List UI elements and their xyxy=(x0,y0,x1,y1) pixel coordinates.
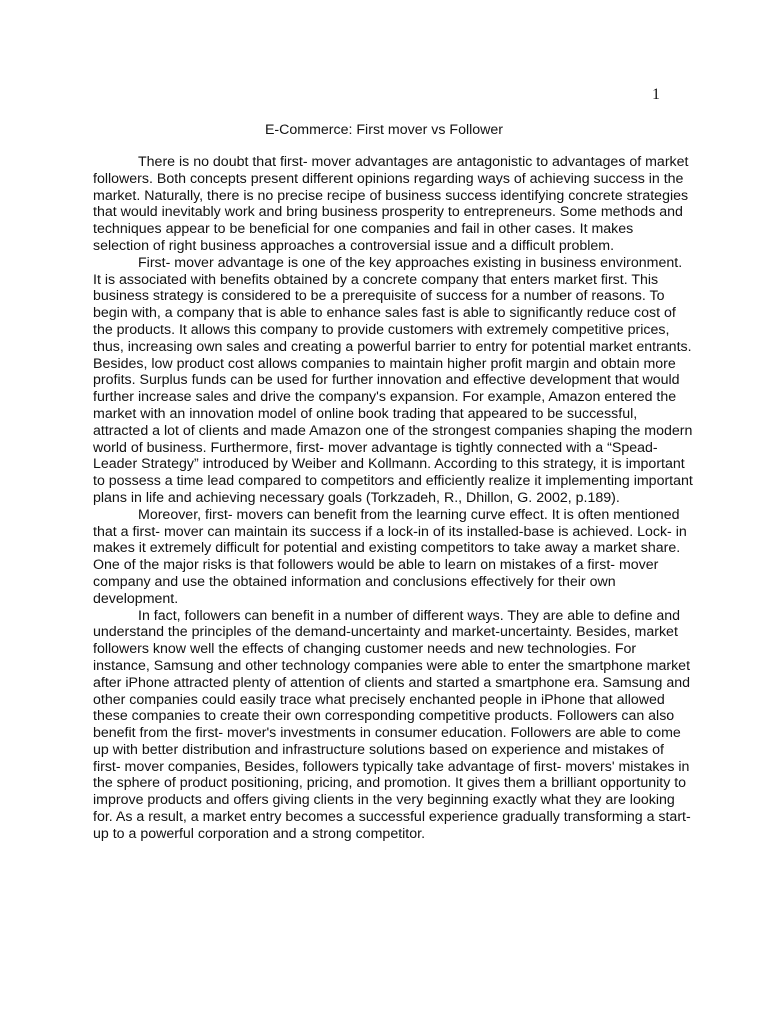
paragraph-2: First- mover advantage is one of the key approaches existing in business environment. It is associated with benefits obtained by a concrete company that enters market first. This business strategy is considered to be a prerequisite of success for a number of reasons. To begin with, a company that is able to enhance sales fast is able to significantly reduce cost of the products. It allows this company to provide customers with extremely competitive prices, thus, increasing own sales and creating a powerful barrier to entry for potential market entrants. Besides, low product cost allows companies to maintain higher profit margin and obtain more profits. Surplus funds can be used for further innovation and effective development that would further increase sales and drive the company's expansion. For example, Amazon entered the market with an innovation model of online book trading that appeared to be successful, attracted a lot of clients and made Amazon one of the strongest companies shaping the modern world of business. Furthermore, first- mover advantage is tightly connected with a “Spead- Leader Strategy” introduced by Weiber and Kollmann. According to this strategy, it is important to possess a time lead compared to competitors and efficiently realize it implementing important plans in life and achieving necessary goals (Torkzadeh, R., Dhillon, G. 2002, p.189). xyxy=(93,254,693,506)
document-body xyxy=(93,154,693,843)
paragraph-3: Moreover, first- movers can benefit from the learning curve effect. It is often mentioned that a first- mover can maintain its success if a lock-in of its installed-base is achieved. Lock- in makes it extremely difficult for potential and existing competitors to take away a market share. One of the major risks is that followers would be able to learn on mistakes of a first- mover company and use the obtained information and conclusions effectively for their own development. xyxy=(93,506,687,607)
paragraph-1: There is no doubt that first- mover advantages are antagonistic to advantages of market followers. Both concepts present different opinions regarding ways of achieving success in the market. Naturally, there is no precise recipe of business success identifying concrete strategies that would inevitably work and bring business prosperity to entrepreneurs. Some methods and techniques appear to be beneficial for one companies and fail in other cases. It makes selection of right business approaches a controversial issue and a difficult problem. xyxy=(93,154,689,254)
paragraph-4: In fact, followers can benefit in a number of different ways. They are able to define and understand the principles of the demand-uncertainty and market-uncertainty. Besides, market followers know well the effects of changing customer needs and new technologies. For instance, Samsung and other technology companies were able to enter the smartphone market after iPhone attracted plenty of attention of clients and started a smartphone era. Samsung and other companies could easily trace what precisely enchanted people in iPhone that allowed these companies to create their own corresponding competitive products. Followers can also benefit from the first- mover's investments in consumer education. Followers are able to come up with better distribution and infrastructure solutions based on experience and mistakes of first- mover companies, Besides, followers typically take advantage of first- movers' mistakes in the sphere of product positioning, pricing, and promotion. It gives them a brilliant opportunity to improve products and offers giving clients in the very beginning exactly what they are looking for. As a result, a market entry becomes a successful experience gradually transforming a start- up to a powerful corporation and a strong competitor. xyxy=(93,607,691,842)
page-number: 1 xyxy=(652,86,660,103)
document-title: E-Commerce: First mover vs Follower xyxy=(264,122,504,138)
